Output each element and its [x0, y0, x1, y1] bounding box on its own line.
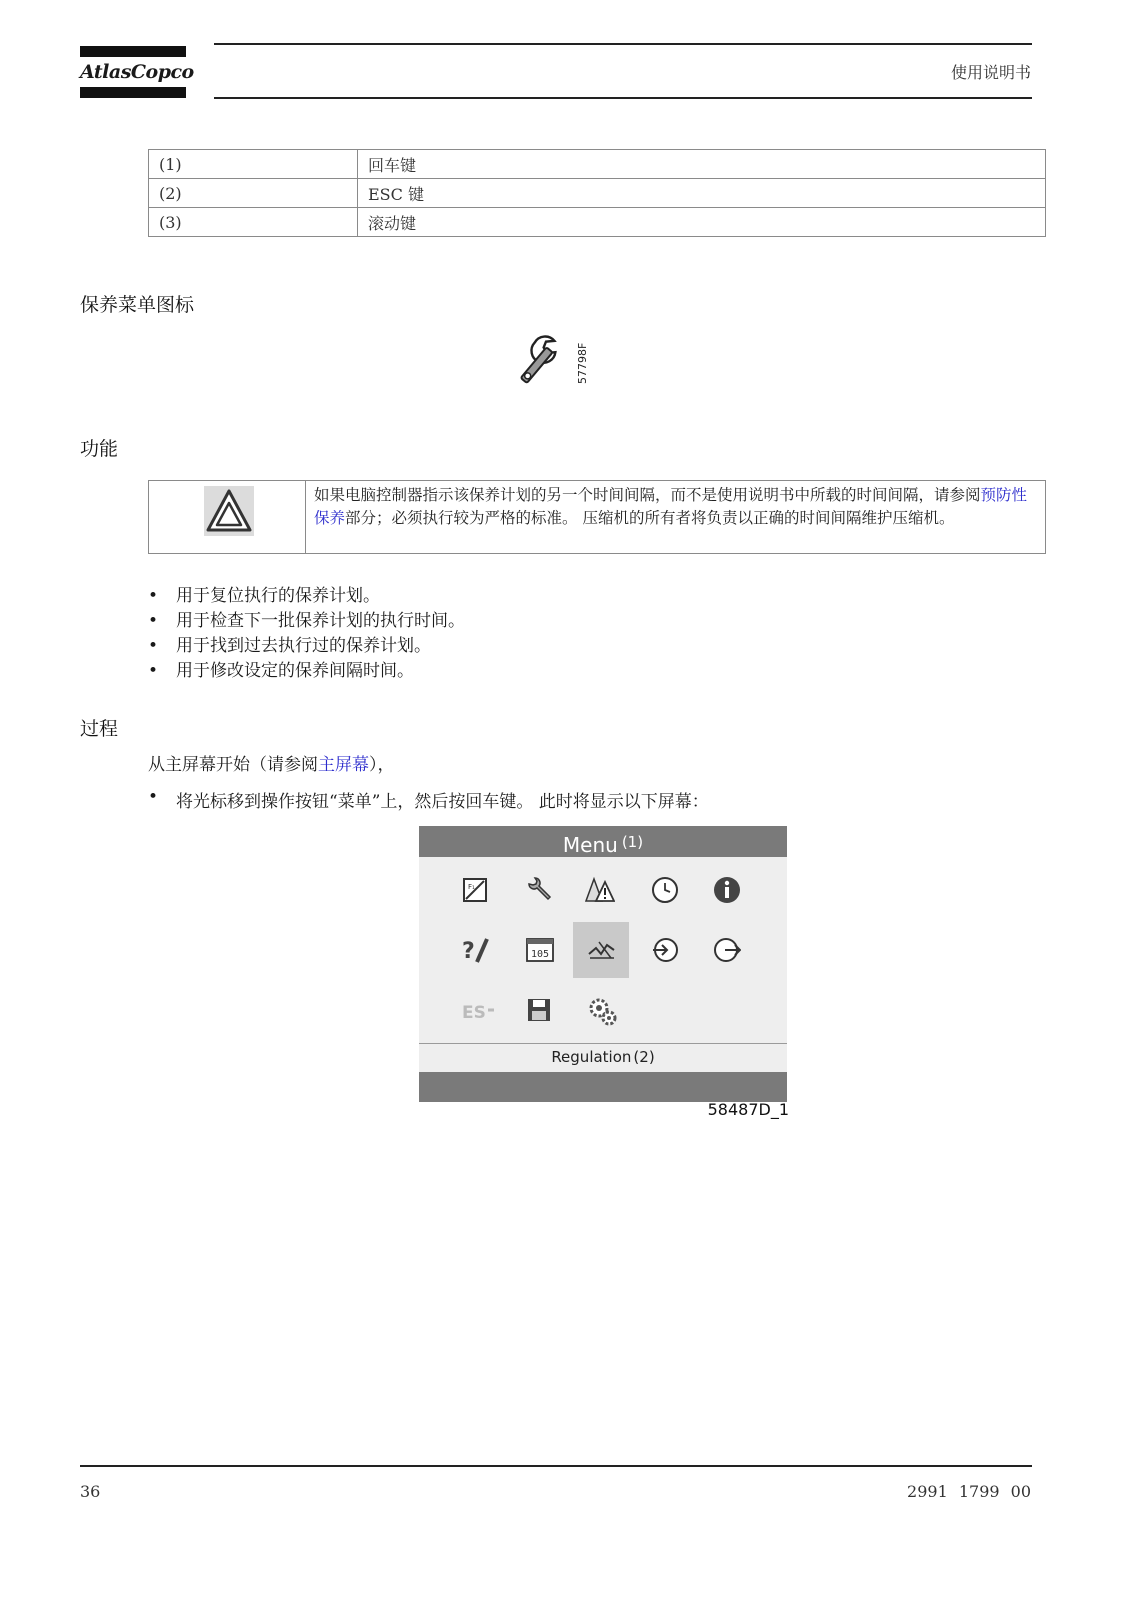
key-number: (2) [149, 179, 358, 208]
warning-note [148, 480, 1046, 554]
header-title: 使用说明书 [950, 63, 1031, 82]
regulation-icon [573, 922, 629, 978]
procedure-step: • 将光标移到操作按钮“菜单”上，然后按回车键。 此时将显示以下屏幕： [148, 787, 709, 812]
list-item: • 用于找到过去执行过的保养计划。 [148, 634, 465, 659]
key-number: (1) [149, 150, 358, 179]
document-number: 2991 1799 00 [907, 1482, 1031, 1501]
clock-icon [637, 862, 693, 918]
header-rule-bottom [214, 97, 1032, 99]
key-label: ESC 键 [358, 179, 1046, 208]
warning-triangle-icon [204, 486, 254, 536]
figure-code-menu: 58487D_1 [707, 1100, 789, 1119]
keys-table [148, 149, 1046, 237]
inputs-icon [447, 862, 503, 918]
menu-title: Menu $^{(1)}$ [562, 833, 644, 857]
menu-bottom-bar [419, 1072, 787, 1102]
warning-event-icon [571, 862, 627, 918]
procedure-intro: 从主屏幕开始（请参阅主屏幕）， [148, 755, 395, 775]
list-item: • 用于修改设定的保养间隔时间。 [148, 659, 465, 684]
counters-icon [511, 922, 567, 978]
atlas-copco-logo: AtlasCopco [80, 46, 186, 98]
save-icon [511, 982, 567, 1038]
link-main-screen[interactable]: 主屏幕 [318, 755, 369, 775]
menu-separator [419, 1043, 787, 1044]
svg-text:105: 105 [531, 949, 550, 960]
key-number: (3) [149, 208, 358, 237]
page-number: 36 [80, 1482, 101, 1501]
svg-text:ES: ES [462, 1003, 486, 1023]
service-wrench-icon [511, 862, 567, 918]
table-row [149, 150, 1046, 179]
note-text: 如果电脑控制器指示该保养计划的另一个时间间隔，而不是使用说明书中所载的时间间隔，请参阅预防性保养部分；必须执行较为严格的标准。 压缩机的所有者将负责以正确的时间间隔维护压缩机。 [314, 486, 1028, 527]
wrench-icon [510, 328, 600, 398]
key-label: 回车键 [358, 150, 1046, 179]
access-logout-icon [699, 922, 755, 978]
key-label: 滚动键 [358, 208, 1046, 237]
table-row [149, 208, 1046, 237]
figure-code-icon: 57798F [576, 342, 589, 384]
header-rule-top [214, 43, 1032, 45]
access-login-icon [637, 922, 693, 978]
svg-text:F₁: F₁ [468, 883, 475, 891]
table-row [149, 179, 1046, 208]
list-item: • 用于复位执行的保养计划。 [148, 584, 465, 609]
section-heading-function: 功能 [80, 438, 119, 460]
es-icon [447, 982, 503, 1038]
section-heading-icon: 保养菜单图标 [80, 294, 195, 316]
test-icon [447, 922, 503, 978]
function-list [148, 584, 465, 684]
section-heading-procedure: 过程 [80, 718, 119, 740]
selected-item-label: Regulation (2) [551, 1048, 655, 1066]
settings-gear-icon [573, 982, 629, 1038]
list-item: • 用于检查下一批保养计划的执行时间。 [148, 609, 465, 634]
info-icon [699, 862, 755, 918]
footer-rule [80, 1465, 1032, 1467]
svg-text:?: ? [462, 939, 475, 964]
menu-screen-figure [419, 826, 787, 1102]
link-preventive-maintenance[interactable]: 预防性保养 [314, 486, 1028, 527]
